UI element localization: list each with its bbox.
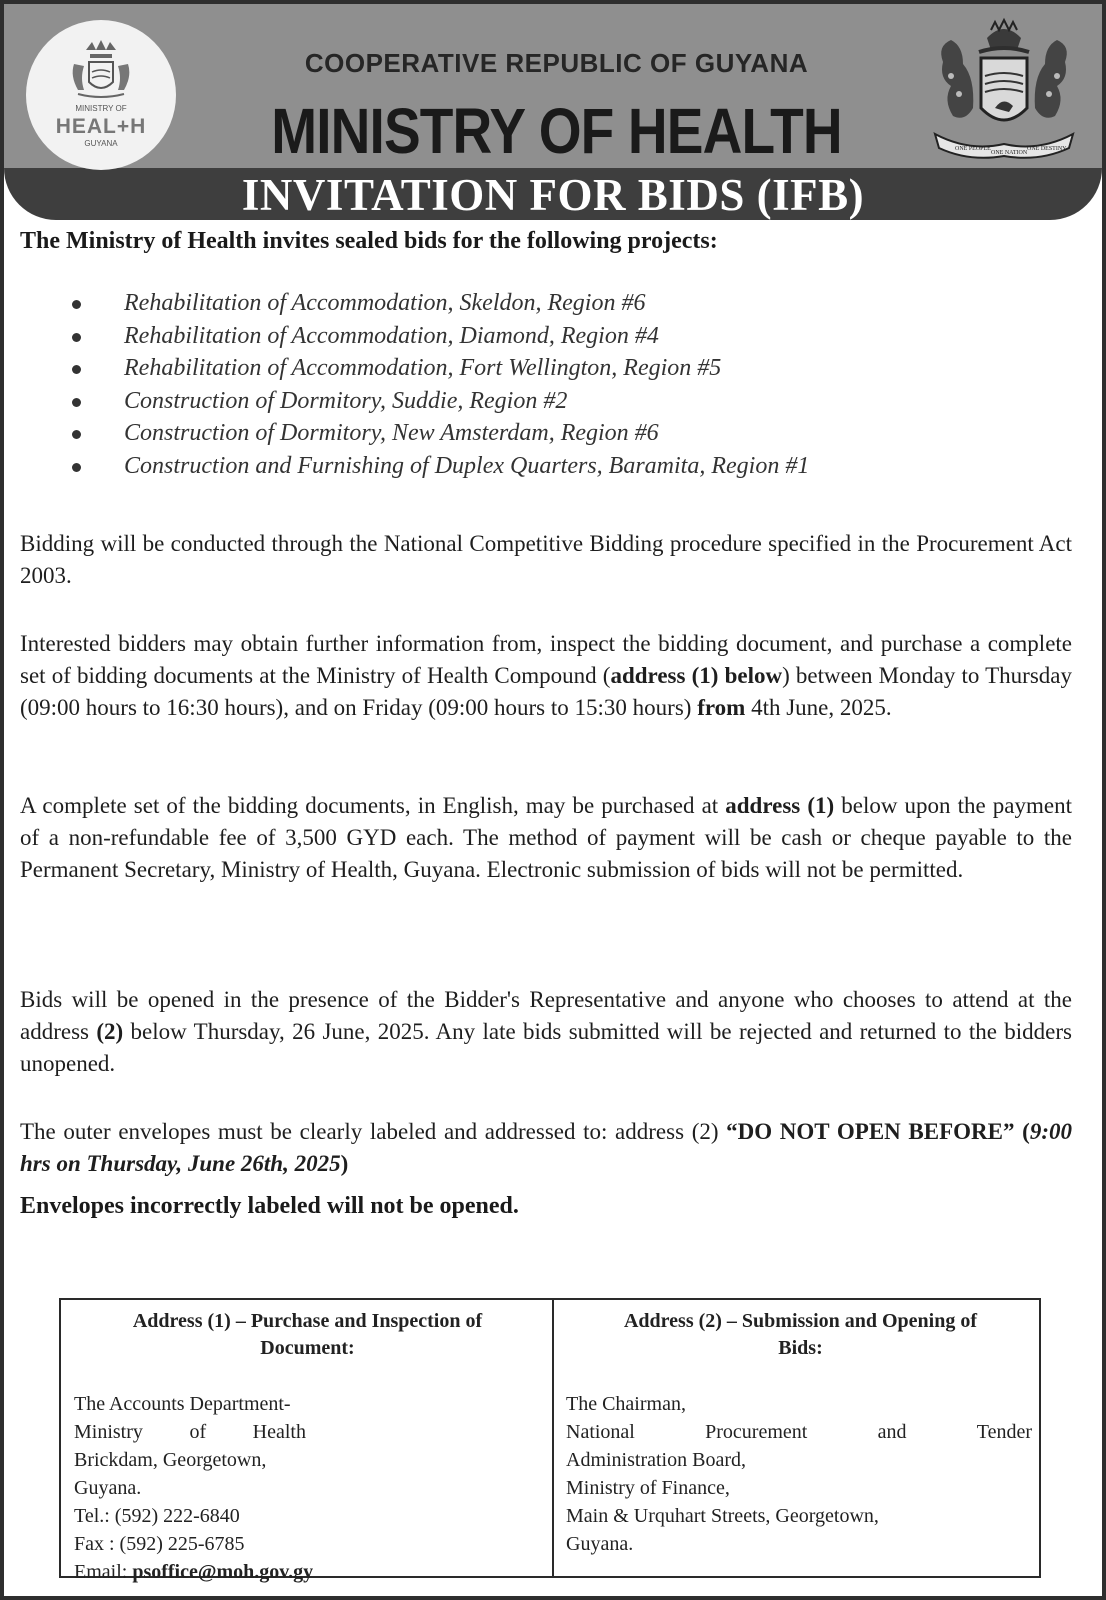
- address-1-cell: [61, 1300, 552, 1583]
- motto-text-2: ONE NATION: [991, 150, 1028, 156]
- ministry-of-health-logo: [26, 20, 176, 170]
- p2-text-e: 4th June, 2025.: [745, 695, 892, 720]
- address-1-heading-line-2: Document:: [260, 1337, 355, 1359]
- p5-text-d: 9:00 hrs on Thursday, June 26th, 2025: [20, 1119, 1072, 1176]
- address-word: Procurement: [705, 1421, 808, 1443]
- p5-text-b: “DO NOT OPEN BEFORE”: [726, 1119, 1015, 1144]
- address-2-line: The Chairman,: [566, 1393, 686, 1415]
- p4-text-c: below Thursday, 26 June, 2025. Any late bids submitted will be rejected and returned to the bidders unopened.: [20, 1019, 1072, 1076]
- motto-text-3: ONE DESTINY: [1027, 146, 1067, 152]
- bullet-icon: [72, 463, 81, 472]
- address-2-heading-line-2: Bids:: [778, 1337, 823, 1359]
- email-address[interactable]: psoffice@moh.gov.gy: [132, 1561, 314, 1583]
- list-item: [68, 386, 1078, 419]
- projects-list: [68, 288, 1078, 483]
- email-label: Email:: [74, 1561, 133, 1583]
- project-label: Rehabilitation of Accommodation, Skeldon, Region #6: [124, 290, 646, 316]
- address-1-line-ministry: [74, 1418, 306, 1446]
- address-word: of: [189, 1421, 207, 1443]
- p2-text-a: Interested bidders may obtain further information from, inspect the bidding document, and purchase a complete set of bidding documents at the Ministry of Health Compound (: [20, 631, 1072, 688]
- address-word: Health: [252, 1421, 306, 1443]
- project-label: Rehabilitation of Accommodation, Fort Wellington, Region #5: [124, 355, 722, 381]
- logo-text-health: HEAL+H: [55, 115, 147, 138]
- logo-text-guyana: GUYANA: [84, 139, 118, 148]
- logo-text-ministry-of: MINISTRY OF: [75, 104, 127, 113]
- address-word: National: [566, 1421, 635, 1443]
- address-1-tel: Tel.: (592) 222-6840: [74, 1505, 240, 1527]
- address-1-lines: [73, 1390, 542, 1586]
- republic-name: COOPERATIVE REPUBLIC OF GUYANA: [304, 48, 809, 78]
- bullet-icon: [72, 300, 81, 309]
- p2-text-b: address (1) below: [610, 663, 783, 688]
- project-label: Construction of Dormitory, Suddie, Region #2: [124, 387, 568, 414]
- bullet-icon: [72, 398, 81, 407]
- project-label: Construction and Furnishing of Duplex Quarters, Baramita, Region #1: [124, 452, 810, 479]
- p2-text-d: from: [697, 695, 746, 720]
- address-2-lines: [566, 1390, 1035, 1558]
- address-2-heading: [566, 1308, 1035, 1362]
- ministry-name: MINISTRY OF HEALTH: [271, 95, 842, 167]
- paragraph-obtain-documents: [20, 628, 1072, 724]
- motto-text-1: ONE PEOPLE: [955, 146, 991, 152]
- address-table: [59, 1298, 1041, 1583]
- paragraph-envelope-label: [20, 1116, 1072, 1180]
- p3-text-c: below upon the payment of a non-refundable fee of 3,500 GYD each. The method of payment will be cash or cheque payable to the Permanent Secretary, Ministry of Health, Guyana. Electronic submission of bids will not be permitted.: [20, 793, 1072, 882]
- list-item: [68, 451, 1078, 484]
- p2-text-c: ) between Monday to Thursday (09:00 hours to 16:30 hours), and on Friday (09:00 hours to 15:30 hours): [20, 663, 1072, 720]
- paragraph-purchase-fee: [20, 790, 1072, 886]
- address-1-line: Guyana.: [74, 1477, 142, 1499]
- list-item: [68, 418, 1078, 451]
- address-word: and: [877, 1421, 907, 1443]
- address-2-line: Administration Board,: [566, 1449, 746, 1471]
- p5-text-e: ): [340, 1151, 349, 1176]
- p5-text-a: The outer envelopes must be clearly labeled and addressed to: address (2): [20, 1119, 727, 1144]
- address-word: Tender: [976, 1421, 1032, 1443]
- address-2-line: Ministry of Finance,: [566, 1477, 730, 1499]
- address-1-heading-line-1: Address (1) – Purchase and Inspection of: [132, 1310, 483, 1332]
- p4-text-a: Bids will be opened in the presence of the Bidder's Representative and anyone who chooses to attend at the address: [20, 987, 1072, 1044]
- list-item: [68, 353, 1078, 386]
- address-2-cell: [554, 1300, 1039, 1576]
- address-1-line: The Accounts Department-: [74, 1393, 291, 1415]
- address-1-email-line: [74, 1558, 542, 1586]
- bullet-icon: [72, 430, 81, 439]
- project-label: Rehabilitation of Accommodation, Diamond, Region #4: [124, 322, 659, 349]
- paragraph-bid-opening: [20, 984, 1072, 1080]
- list-item: [68, 288, 1078, 321]
- address-1-fax: Fax : (592) 225-6785: [74, 1533, 245, 1555]
- notice-title: INVITATION FOR BIDS (IFB): [241, 170, 865, 220]
- list-item: [68, 321, 1078, 354]
- paragraph-bidding-procedure: Bidding will be conducted through the National Competitive Bidding procedure specified in the Procurement Act 2003.: [20, 531, 1072, 588]
- address-1-heading: [73, 1308, 542, 1362]
- warning-line: Envelopes incorrectly labeled will not be opened.: [20, 1193, 519, 1219]
- address-2-line: Guyana.: [566, 1533, 634, 1555]
- address-2-line: Main & Urquhart Streets, Georgetown,: [566, 1505, 879, 1527]
- intro-line: The Ministry of Health invites sealed bids for the following projects:: [20, 228, 718, 254]
- address-word: Ministry: [74, 1421, 143, 1443]
- p3-text-b: address (1): [725, 793, 835, 818]
- p5-text-c: (: [1014, 1119, 1030, 1144]
- project-label: Construction of Dormitory, New Amsterdam, Region #6: [124, 420, 659, 446]
- bullet-icon: [72, 333, 81, 342]
- p3-text-a: A complete set of the bidding documents, in English, may be purchased at: [20, 793, 726, 818]
- address-1-line: Brickdam, Georgetown,: [74, 1449, 267, 1471]
- notice-header: [4, 4, 1102, 220]
- guyana-coat-of-arms-icon: [929, 16, 1079, 166]
- bullet-icon: [72, 365, 81, 374]
- address-2-heading-line-1: Address (2) – Submission and Opening of: [623, 1310, 978, 1332]
- p4-text-b: (2): [96, 1019, 124, 1044]
- address-2-line-procurement: [566, 1418, 1032, 1446]
